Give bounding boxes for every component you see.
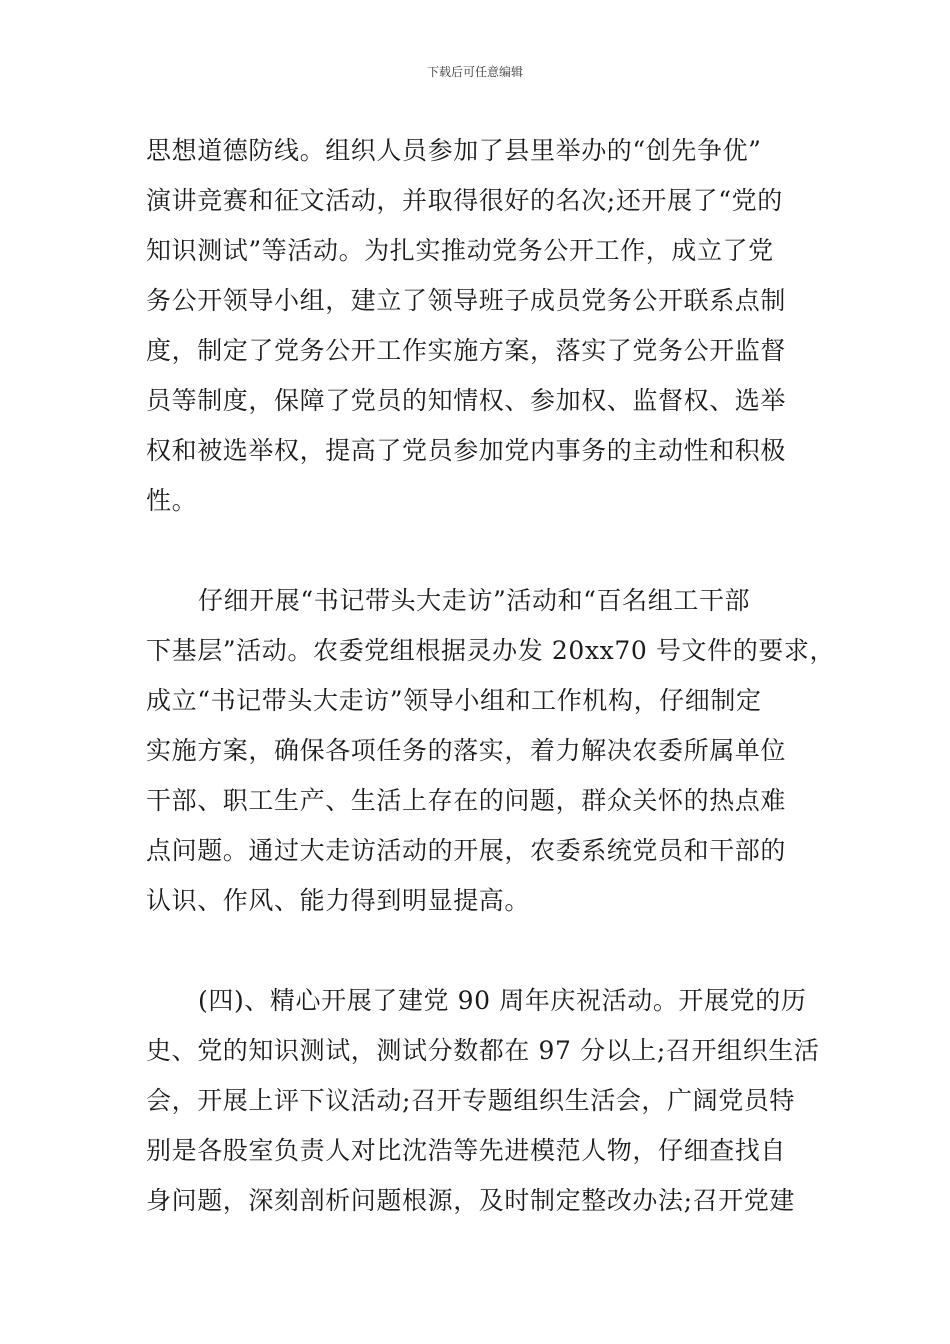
text-line: 下基层”活动。农委党组根据灵办发 20xx70 号文件的要求，: [146, 636, 836, 665]
paragraph-3: [146, 976, 820, 1226]
text-line: 点问题。通过大走访活动的开展，农委系统党员和干部的: [146, 836, 787, 865]
document-body: [146, 126, 836, 1226]
text-line: 史、党的知识测试，测试分数都在 97 分以上;召开组织生活: [146, 1036, 820, 1065]
paragraph-spacer: [146, 926, 814, 976]
text-line: 知识测试”等活动。为扎实推动党务公开工作，成立了党: [146, 236, 774, 265]
paragraph-2: [146, 576, 836, 926]
text-line: 员等制度，保障了党员的知情权、参加权、监督权、选举: [146, 386, 787, 415]
text-line: 度，制定了党务公开工作实施方案，落实了党务公开监督: [146, 336, 787, 365]
text-line: 干部、职工生产、生活上存在的问题，群众关怀的热点难: [146, 786, 787, 815]
text-line: 演讲竞赛和征文活动，并取得很好的名次;还开展了“党的: [146, 186, 783, 215]
text-line: 思想道德防线。组织人员参加了县里举办的“创先争优”: [146, 136, 762, 165]
text-line: 实施方案，确保各项任务的落实，着力解决农委所属单位: [146, 736, 787, 765]
page-header: 下载后可任意编辑: [426, 65, 523, 79]
paragraph-1: [146, 126, 814, 526]
paragraph-spacer: [146, 526, 814, 576]
text-line: 会，开展上评下议活动;召开专题组织生活会，广阔党员特: [146, 1086, 796, 1115]
text-line: 认识、作风、能力得到明显提高。: [146, 886, 531, 915]
text-line: 别是各股室负责人对比沈浩等先进模范人物，仔细查找自: [146, 1136, 787, 1165]
text-line: 身问题，深刻剖析问题根源，及时制定整改办法;召开党建: [146, 1186, 796, 1215]
text-line: 权和被选举权，提高了党员参加党内事务的主动性和积极: [146, 436, 787, 465]
text-line: 成立“书记带头大走访”领导小组和工作机构，仔细制定: [146, 686, 762, 715]
text-line: (四)、精心开展了建党 90 周年庆祝活动。开展党的历: [198, 986, 807, 1015]
text-line: 性。: [146, 486, 198, 515]
text-line: 仔细开展“书记带头大走访”活动和“百名组工干部: [198, 586, 751, 615]
text-line: 务公开领导小组，建立了领导班子成员党务公开联系点制: [146, 286, 787, 315]
